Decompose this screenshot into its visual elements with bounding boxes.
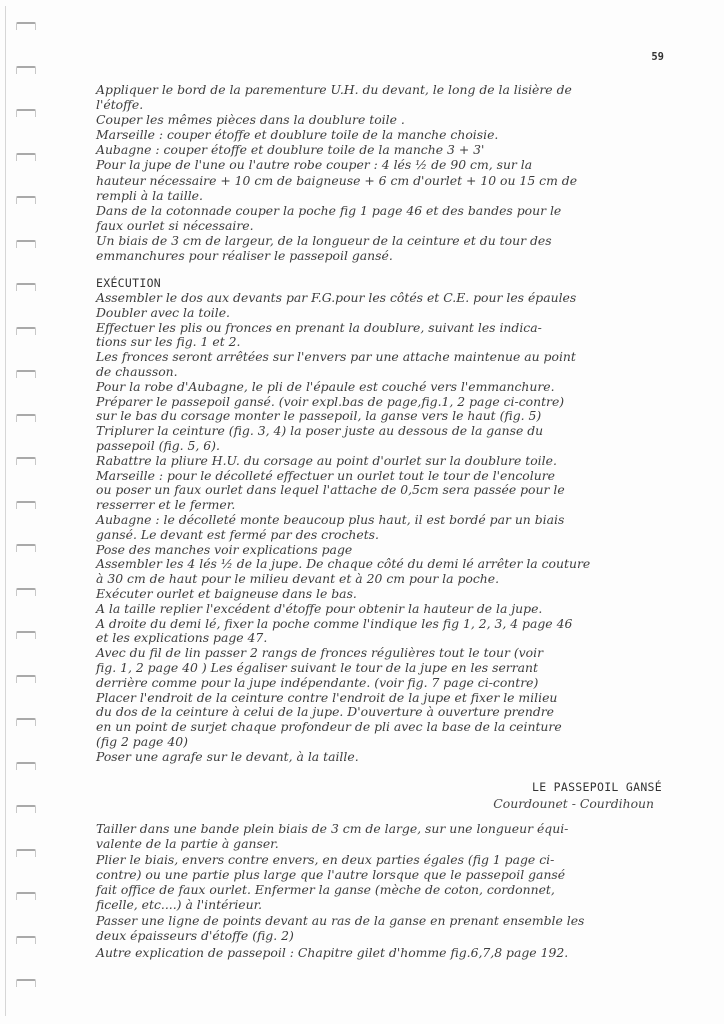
text-line: fig. 1, 2 page 40 ) Les égaliser suivant le tour de la jupe en les serrant <box>96 659 538 675</box>
text-line: derrière comme pour la jupe indépendante. (voir fig. 7 page ci-contre) <box>96 674 539 690</box>
text-line: tions sur les fig. 1 et 2. <box>96 334 241 350</box>
footer-note: Autre explication de passepoil : Chapitre gilet d'homme fig.6,7,8 page 192. <box>96 945 569 960</box>
text-line: Aubagne : le décolleté monte beaucoup plus haut, il est bordé par un biais <box>96 511 565 527</box>
text-line: Exécuter ourlet et baigneuse dans le bas. <box>96 585 357 601</box>
text-line: Tailler dans une bande plein biais de 3 cm de large, sur une longueur équi- <box>96 821 569 836</box>
binder-hole-mark <box>16 979 36 987</box>
text-line: rempli à la taille. <box>96 187 203 203</box>
text-line: du dos de la ceinture à celui de la jupe. D'ouverture à ouverture prendre <box>96 704 555 720</box>
binder-hole-mark <box>16 544 36 552</box>
text-line: de chausson. <box>96 363 178 379</box>
text-line: fait office de faux ourlet. Enfermer la ganse (mèche de coton, cordonnet, <box>96 882 555 898</box>
text-line: contre) ou une partie plus large que l'autre lorsque que le passepoil gansé <box>96 866 566 882</box>
text-line: ficelle, etc....) à l'intérieur. <box>96 897 263 913</box>
text-line: Placer l'endroit de la ceinture contre l'endroit de la jupe et fixer le milieu <box>96 689 558 705</box>
binder-hole-mark <box>16 153 36 161</box>
binder-hole-mark <box>16 718 36 726</box>
section-heading-passepoil: LE PASSEPOIL GANSÉ <box>531 780 662 794</box>
text-line: Pour la jupe de l'une ou l'autre robe couper : 4 lés ½ de 90 cm, sur la <box>96 157 533 173</box>
text-line: sur le bas du corsage monter le passepoil, la ganse vers le haut (fig. 5) <box>96 408 542 424</box>
text-line: en un point de surjet chaque profondeur de pli avec la base de la ceinture <box>96 719 562 735</box>
binding-edge <box>5 6 6 1016</box>
text-line: emmanchures pour réaliser le passepoil gansé. <box>96 248 393 264</box>
binder-hole-mark <box>16 457 36 465</box>
binder-hole-mark <box>16 936 36 944</box>
text-line: Poser une agrafe sur le devant, à la taille. <box>96 748 359 764</box>
text-line: Marseille : couper étoffe et doublure toile de la manche choisie. <box>96 127 499 143</box>
page-number: 59 <box>651 51 664 63</box>
binder-hole-mark <box>16 675 36 683</box>
binder-hole-mark <box>16 849 36 857</box>
intro-paragraphs <box>96 82 676 263</box>
text-line: ou poser un faux ourlet dans lequel l'attache de 0,5cm sera passée pour le <box>96 482 565 498</box>
text-line: A droite du demi lé, fixer la poche comme l'indique les fig 1, 2, 3, 4 page 46 <box>96 615 573 631</box>
text-line: Marseille : pour le décolleté effectuer un ourlet tout le tour de l'encolure <box>96 467 555 483</box>
text-line: et les explications page 47. <box>96 630 268 646</box>
passepoil-paragraphs <box>96 821 676 943</box>
text-line: Effectuer les plis ou fronces en prenant la doublure, suivant les indica- <box>96 319 542 335</box>
text-line: Les fronces seront arrêtées sur l'envers par une attache maintenue au point <box>96 349 576 365</box>
section-subtitle-authors: Courdounet - Courdihoun <box>493 796 654 811</box>
text-line: Doubler avec la toile. <box>96 304 230 320</box>
binder-hole-mark <box>16 805 36 813</box>
text-line: Triplurer la ceinture (fig. 3, 4) la poser juste au dessous de la ganse du <box>96 423 544 439</box>
text-line: Rabattre la pliure H.U. du corsage au point d'ourlet sur la doublure toile. <box>96 452 557 468</box>
binder-hole-mark <box>16 370 36 378</box>
text-line: gansé. Le devant est fermé par des crochets. <box>96 526 379 542</box>
text-line: deux épaisseurs d'étoffe (fig. 2) <box>96 928 294 944</box>
text-line: Passer une ligne de points devant au ras de la ganse en prenant ensemble les <box>96 912 585 928</box>
text-line: hauteur nécessaire + 10 cm de baigneuse + 6 cm d'ourlet + 10 ou 15 cm de <box>96 172 578 188</box>
text-line: Appliquer le bord de la parementure U.H. du devant, le long de la lisière de <box>96 82 572 97</box>
text-line: à 30 cm de haut pour le milieu devant et à 20 cm pour la poche. <box>96 571 500 587</box>
binder-hole-mark <box>16 762 36 770</box>
text-line: passepoil (fig. 5, 6). <box>96 437 220 453</box>
binder-hole-mark <box>16 327 36 335</box>
binder-hole-mark <box>16 240 36 248</box>
text-line: Couper les mêmes pièces dans la doublure toile . <box>96 112 405 128</box>
execution-paragraphs <box>96 291 676 765</box>
binder-hole-mark <box>16 109 36 117</box>
text-line: Aubagne : couper étoffe et doublure toile de la manche 3 + 3' <box>96 142 485 158</box>
binder-hole-mark <box>16 283 36 291</box>
text-line: Assembler les 4 lés ½ de la jupe. De chaque côté du demi lé arrêter la couture <box>96 556 591 572</box>
footer-note-block <box>96 945 676 960</box>
text-line: A la taille replier l'excédent d'étoffe pour obtenir la hauteur de la jupe. <box>96 600 543 616</box>
section-heading-execution: EXÉCUTION <box>96 276 162 290</box>
text-line: Plier le biais, envers contre envers, en deux parties égales (fig 1 page ci- <box>96 851 555 867</box>
text-line: faux ourlet si nécessaire. <box>96 217 254 233</box>
binder-hole-mark <box>16 66 36 74</box>
text-line: valente de la partie à ganser. <box>96 836 279 852</box>
binder-hole-mark <box>16 892 36 900</box>
text-line: resserrer et le fermer. <box>96 497 236 513</box>
text-line: (fig 2 page 40) <box>96 733 188 749</box>
binder-hole-mark <box>16 631 36 639</box>
binder-hole-mark <box>16 501 36 509</box>
text-line: Pose des manches voir explications page <box>96 541 353 557</box>
binder-hole-mark <box>16 588 36 596</box>
text-line: Pour la robe d'Aubagne, le pli de l'épaule est couché vers l'emmanchure. <box>96 378 555 394</box>
binder-hole-mark <box>16 414 36 422</box>
binder-hole-mark <box>16 196 36 204</box>
text-line: Préparer le passepoil gansé. (voir expl.bas de page,fig.1, 2 page ci-contre) <box>96 393 565 409</box>
binder-hole-mark <box>16 22 36 30</box>
text-line: l'étoffe. <box>96 97 144 113</box>
text-line: Un biais de 3 cm de largeur, de la longueur de la ceinture et du tour des <box>96 232 552 248</box>
text-line: Dans de la cotonnade couper la poche fig 1 page 46 et des bandes pour le <box>96 202 562 218</box>
text-line: Assembler le dos aux devants par F.G.pour les côtés et C.E. pour les épaules <box>96 290 577 305</box>
text-line: Avec du fil de lin passer 2 rangs de fronces régulières tout le tour (voir <box>96 645 544 661</box>
